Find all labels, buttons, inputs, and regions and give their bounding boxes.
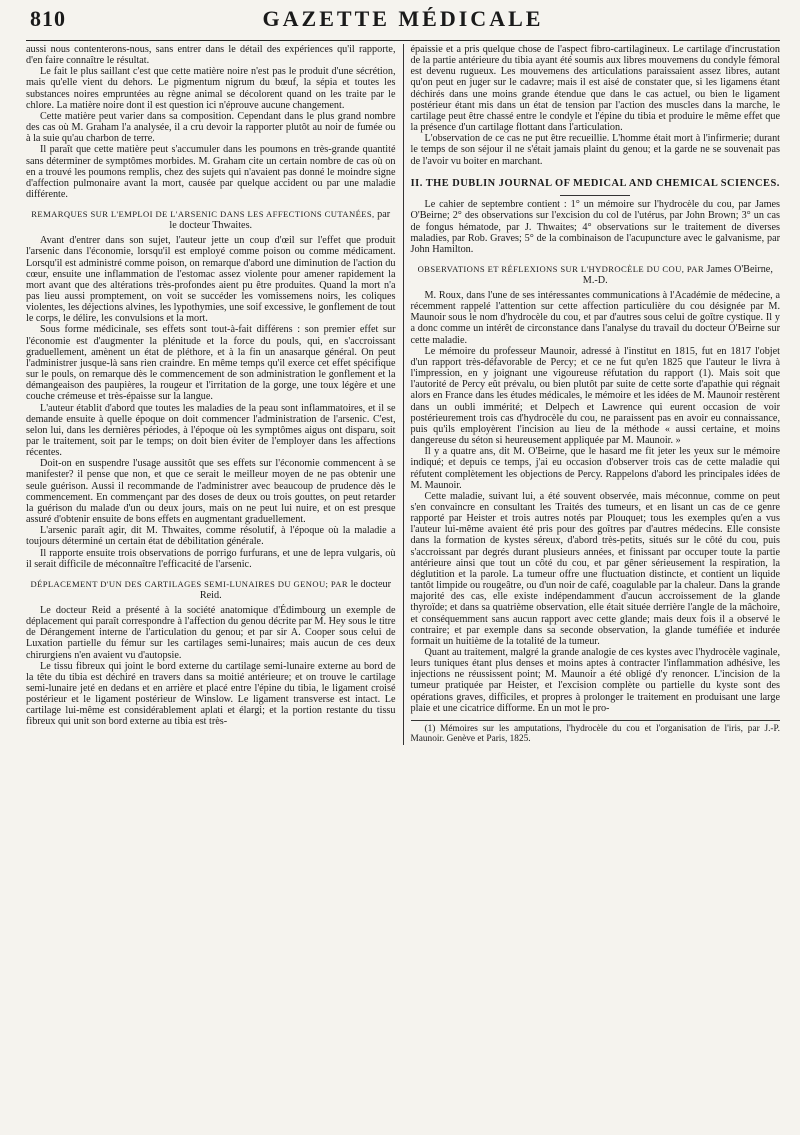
left-column (26, 44, 403, 745)
paragraph: Sous forme médicinale, ses effets sont tout-à-fait différens : son premier effet sur l'économie est d'augmenter la plénitude et la force du pouls, qui, en s'accroissant graduellement, amènent un état de pléthore, et à la fin un anasarque général. On peut l'administrer jusque-là sans rien craindre. En même temps qu'il exerce cet effet spécifique sur le pouls, on remarque dès le commencement de son administration le gonflement et la démangeaison des paupières, la rougeur et l'irritation de la gorge, une toux légère et une couche crémeuse et très-épaisse sur la langue. (26, 324, 396, 403)
heading-author: par le docteur Thwaites. (169, 209, 391, 232)
paragraph: aussi nous contenterons-nous, sans entrer dans le détail des expériences qu'il rapporte, d'en faire connaître le résultat. (26, 44, 396, 67)
paragraph: Le fait le plus saillant c'est que cette matière noire n'est pas le produit d'une sécrétion, mais qu'elle vient du dehors. Le pigmentum nigrum du bœuf, la sépia et toutes les substances noires empruntées au règne animal se décolorent quand on les traite par le chlore. La matière noire dont il est question ici n'éprouve aucune changement. (26, 66, 396, 111)
paragraph: Le mémoire du professeur Maunoir, adressé à l'institut en 1815, fut en 1817 l'objet d'un rapport très-défavorable de Percy; et ce ne fut qu'en 1825 que l'auteur le livra à l'impression, en y joignant une vigoureuse réfutation du rapport (1). Mais soit que l'autorité de Percy eût prévalu, ou bien plutôt par suite de cette sorte d'apathie qui régnait alors en France dans les études médicales, le mémoire et les idées de M. Maunoir restèrent dans un oubli immérité; et Delpech et Lawrence qui eurent occasion de voir postérieurement trois cas d'hydrocèle du cou, ne paraissent pas en avoir eu connaissance, puis qu'ils employèrent l'incision au lieu de la méthode « aussi certaine, et moins dangereuse du séton si heureusement appliquée par M. Maunoir. » (410, 345, 780, 447)
footnote: (1) Mémoires sur les amputations, l'hydrocèle du cou et l'organisation de l'iris, par J.-P. Maunoir. Genève et Paris, 1825. (410, 723, 780, 745)
journal-title: GAZETTE MÉDICALE (262, 6, 544, 31)
heading-author: James O'Beirne, M.-D. (582, 264, 773, 286)
paragraph: L'auteur établit d'abord que toutes les maladies de la peau sont inflammatoires, et il se demande ensuite à quelle époque on doit commencer l'administration de l'arsenic. C'est, selon lui, dans les dernières périodes, à l'époque où les symptômes aigus ont disparu, soit par le traitement, soit par le temps; on doit bien éviter de l'employer dans les affections récentes. (26, 402, 396, 459)
paragraph: Avant d'entrer dans son sujet, l'auteur jette un coup d'œil sur l'effet que produit l'arsenic dans l'économie, lorsqu'il est employé comme poison ou comme médicament. Lorsqu'il est administré comme poison, on remarque d'abord une diminution de l'action du cœur, ensuite une inflammation de l'estomac assez violente pour amener rapidement la mort avant que des altérations très-profondes aient pu être produites. Quand la mort n'a pas lieu aussi promptement, on voit se succéder les vomissemens noirs, les coliques violentes, les déjections alvines, les lypothymies, une soif excessive, le gonflement de tout le corps, le délire, les convulsions et la mort. (26, 235, 396, 325)
heading-author: le docteur Reid. (199, 578, 392, 601)
paragraph: Quant au traitement, malgré la grande analogie de ces kystes avec l'hydrocèle vaginale, leurs tuniques étant plus denses et moins aptes à contracter l'inflammation adhésive, les injections ne réussissent point; M. Maunoir a été obligé d'y renoncer. L'incision de la tumeur pratiquée par Heister, et l'excision complète ou partielle du kyste sont des opérations graves, difficiles, et propres à prolonger le traitement en produisant une large plaie et une cicatrice difforme. En un mot le pro- (410, 647, 780, 714)
paragraph: Doit-on en suspendre l'usage aussitôt que ses effets sur l'économie commencent à se manifester? il pense que non, et que ce serait le meilleur moyen de ne pas obtenir une seule guérison. Aussi il recommande de l'administrer avec beaucoup de prudence dès le commencement. En commençant par des doses de deux ou trois gouttes, on peut retarder la guérison du malade d'un ou deux jours, mais on ne peut lui nuire, et on est presque assuré d'obtenir ensuite de bons effets en augmentant graduellement. (26, 458, 396, 526)
article-heading-hydrocele (411, 264, 781, 286)
paragraph: Il paraît que cette matière peut s'accumuler dans les poumons en très-grande quantité sans déterminer de symptômes morbides. M. Graham cite un certain nombre de cas où on en a trouvé les poumons remplis, chez des sujets qui n'avaient pas donné le moindre signe d'affection pulmonaire avant la mort, causée par quelque accident ou par une maladie différente. (26, 144, 396, 201)
paragraph: M. Roux, dans l'une de ses intéressantes communications à l'Académie de médecine, a récemment rappelé l'attention sur cette affection particulière du cou désignée par M. Maunoir sous le nom d'hydrocèle du cou, et par d'autres sous celui de goître cystique. Il y a donc comme un intérêt de circonstance dans l'analyse du travail du docteur O'Beirne sur cette maladie. (410, 290, 780, 346)
footnote-divider (411, 720, 781, 721)
paragraph: Il y a quatre ans, dit M. O'Beirne, que le hasard me fit jeter les yeux sur le mémoire indiqué; et depuis ce temps, j'ai eu occasion d'observer trois cas de cette maladie qui réfutent complètement les objections de Percy. Rappelons d'abord les principales idées de M. Maunoir. (410, 446, 780, 491)
right-column (403, 44, 781, 745)
heading-text: DÉPLACEMENT D'UN DES CARTILAGES SEMI-LUNAIRES DU GENOU; PAR (30, 578, 349, 589)
two-column-body (26, 44, 780, 745)
paragraph: Le docteur Reid a présenté à la société anatomique d'Édimbourg un exemple de déplacement qui paraît correspondre à l'affection du genou décrite par M. Hey sous le titre de Dérangement interne de l'articulation du genou; et par sir A. Cooper sous celui de Luxation partielle du fémur sur les cartilages semi-lunaires; mais aucun de ces deux chirurgiens n'en avaient vu d'autopsie. (26, 604, 396, 661)
paragraph: L'arsenic paraît agir, dit M. Thwaites, comme résolutif, à l'époque où la maladie a toujours déterminé un certain état de débilitation générale. (26, 525, 396, 548)
paragraph: Le cahier de septembre contient : 1° un mémoire sur l'hydrocèle du cou, par James O'Beirne; 2° des observations sur l'excision du col de l'utérus, par John Brown; 3° un cas de fongus hématode, par J. Thwaites; 4° observations sur le traitement de diverses maladies, par Rob. Graves; 5° de la combinaison de l'acupuncture avec le galvanisme, par John Hamilton. (410, 199, 780, 255)
paragraph: L'observation de ce cas ne put être recueillie. L'homme était mort à l'infirmerie; durant le temps de son séjour il ne s'était jamais plaint du genou; et la garde ne se souvenait pas de l'avoir vu boiter en marchant. (410, 133, 780, 167)
paragraph: Cette maladie, suivant lui, a été souvent observée, mais méconnue, comme on peut s'en convaincre en consultant les Traités des tumeurs, et en lisant un cas de ce genre rapporté par Heister et trois autres notés par Plouquet; tous les exemples qu'en a vus l'auteur lui-même avaient été pris pour des goîtres par d'autres médecins. Elle consiste dans la formation de kystes séreux, d'abord très-petits, situés sur le côté du cou, puis s'accroissant par degrés durant plusieurs années, et finissant par occuper toute la partie antérieure ainsi que tout un côté du cou, et par gêner sérieusement la respiration, la déglutition et la parole. La tumeur offre une fluctuation distincte, et contient un liquide tantôt limpide ou rougeâtre, ou d'un noir de café, coagulable par la chaleur. Dans la grande majorité des cas, elle existe indépendamment d'aucun accroissement de la glande thyroïde; et dans sa quatrième observation, elle était située derrière l'angle de la mâchoire, et conséquemment sans aucun rapport avec cette glande; mais deux fois il a observé le contraire; et par exemple dans sa seconde observation, la glande tuméfiée et indurée formait un huitième de la totalité de la tumeur. (410, 490, 780, 647)
article-heading-cartilage (26, 579, 396, 601)
article-heading-arsenic (26, 209, 396, 231)
running-header (26, 0, 780, 41)
heading-text: OBSERVATIONS ET RÉFLEXIONS SUR L'HYDROCÈLE DU COU, PAR (417, 264, 704, 274)
paragraph: Le tissu fibreux qui joint le bord externe du cartilage semi-lunaire externe au bord de la tête du tibia est déchiré en travers dans sa moitié antérieure; et on trouve le cartilage semi-lunaire jeté en dedans et en arrière et placé entre l'épine du tibia, le ligament croisé postérieur et le ligament postérieur de Winslow. Le ligament transverse est intact. Le cartilage lui-même est considérablement aplati et élargi; et la portion restante du tissu fibreux qui unit son bord externe au tibia est très- (26, 660, 396, 728)
divider (560, 195, 630, 196)
heading-text: REMARQUES SUR L'EMPLOI DE L'ARSENIC DANS LES AFFECTIONS CUTANÉES, (31, 209, 375, 220)
paragraph: épaissie et a pris quelque chose de l'aspect fibro-cartilagineux. Le cartilage d'incrustation de la partie antérieure du tibia ayant été soumis aux libres mouvemens du condyle fémoral est devenu rugueux. Les mouvemens des articulations paraissaient assez libres, autant qu'on peut en juger sur le cadavre; mais il est aisé de constater que, si les ligamens étant déchirés dans une moins grande étendue que dans le cas actuel, ou bien le ligament postérieur étant mis dans un état de tension par l'action des muscles dans la marche, le cartilage peut être chassé entre le condyle et l'épine du tibia et produire le même effet que la présence d'un cartilage flottant dans l'articulation. (410, 44, 780, 134)
paragraph: Cette matière peut varier dans sa composition. Cependant dans le plus grand nombre des cas où M. Graham l'a analysée, il a cru devoir la rapporter plutôt au noir de fumée ou à la suie qu'au charbon de terre. (26, 110, 396, 145)
page-number: 810 (30, 6, 66, 31)
section-title: II. THE DUBLIN JOURNAL OF MEDICAL AND CHEMICAL SCIENCES. (410, 177, 780, 189)
paragraph: Il rapporte ensuite trois observations de porrigo furfurans, et une de lepra vulgaris, où il serait difficile de méconnaître l'efficacité de l'arsenic. (26, 547, 396, 570)
